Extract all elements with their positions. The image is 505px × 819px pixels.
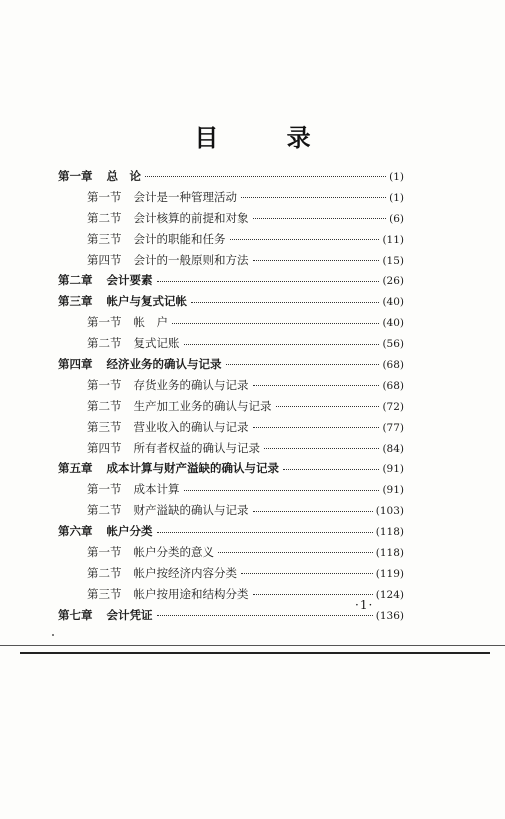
toc-entry-number: 第二节 [87, 398, 122, 413]
toc-chapter-row [58, 166, 404, 187]
toc-entry-page: (26) [382, 275, 404, 288]
toc-entry-title: 会计要素 [106, 273, 153, 288]
toc-entry-page: (1) [389, 171, 404, 183]
toc-dot-leader [276, 406, 380, 407]
toc-entry-title: 帐户按经济内容分类 [133, 565, 237, 580]
toc-section-row [58, 187, 404, 208]
toc-entry-number: 第二节 [87, 565, 122, 580]
toc-dot-leader [157, 281, 380, 282]
toc-entry-page: (15) [382, 254, 404, 267]
toc-section-row [58, 396, 404, 417]
toc-entry-page: (68) [382, 359, 404, 372]
toc-entry-page: (124) [375, 588, 404, 601]
toc-entry-title: 会计是一种管理活动 [133, 189, 237, 204]
toc-entry-page: (91) [382, 463, 404, 476]
toc-dot-leader [283, 469, 379, 470]
toc-entry-number: 第一节 [87, 545, 122, 560]
toc-entry-number: 第三节 [87, 231, 122, 246]
toc-entry-page: (40) [382, 296, 404, 309]
toc-entry-page: (72) [382, 400, 404, 413]
toc-dot-leader [172, 323, 379, 324]
toc-entry-page: (91) [382, 484, 404, 497]
toc-dot-leader [157, 532, 373, 533]
toc-entry-title: 帐户分类的意义 [133, 545, 214, 560]
toc-entry-page: (118) [375, 547, 404, 560]
toc-entry-title: 会计的职能和任务 [133, 231, 226, 246]
toc-dot-leader [241, 573, 373, 574]
toc-dot-leader [241, 197, 386, 198]
toc-dot-leader [145, 176, 386, 177]
toc-entry-number: 第四节 [87, 252, 122, 267]
toc-entry-number: 第二节 [87, 210, 122, 225]
toc-dot-leader [253, 427, 380, 428]
toc-entry-number: 第六章 [58, 524, 93, 539]
toc-section-row [58, 229, 404, 250]
toc-entry-number: 第二节 [87, 336, 122, 351]
toc-section-row [58, 312, 404, 333]
toc-entry-number: 第二章 [58, 273, 93, 288]
page-title: 目 录 [194, 124, 341, 152]
toc-entry-page: (136) [375, 609, 404, 622]
toc-entry-number: 第一节 [87, 482, 122, 497]
toc-dot-leader [253, 511, 373, 512]
toc-entry-page: (119) [375, 567, 404, 580]
toc-dot-leader [230, 239, 380, 240]
toc-chapter-row [58, 458, 404, 479]
toc-entry-number: 第一节 [87, 189, 122, 204]
table-of-contents [58, 166, 404, 626]
toc-entry-page: (103) [375, 505, 404, 518]
toc-entry-number: 第一章 [58, 169, 93, 183]
toc-section-row [58, 584, 404, 605]
toc-entry-title: 复式记账 [133, 336, 180, 351]
toc-section-row [58, 542, 404, 563]
toc-entry-title: 成本计算与财产溢缺的确认与记录 [106, 461, 279, 476]
toc-section-row [58, 375, 404, 396]
page-number: ·1· [355, 598, 374, 612]
toc-chapter-row [58, 291, 404, 312]
toc-section-row [58, 417, 404, 438]
toc-entry-number: 第二节 [87, 503, 122, 518]
toc-entry-title: 存货业务的确认与记录 [133, 377, 249, 392]
toc-chapter-row [58, 354, 404, 375]
toc-entry-title: 帐户按用途和结构分类 [133, 586, 249, 601]
toc-entry-page: (6) [389, 212, 404, 225]
toc-entry-title: 成本计算 [133, 482, 180, 497]
toc-dot-leader [253, 260, 380, 261]
toc-entry-title: 生产加工业务的确认与记录 [133, 398, 272, 413]
toc-section-row [58, 563, 404, 584]
toc-entry-title: 总 论 [106, 169, 141, 183]
toc-section-row [58, 500, 404, 521]
toc-section-row [58, 333, 404, 354]
toc-chapter-row [58, 605, 404, 626]
toc-entry-title: 帐户与复式记帐 [106, 294, 187, 309]
toc-entry-title: 会计的一般原则和方法 [133, 252, 249, 267]
toc-entry-page: (77) [382, 421, 404, 434]
toc-dot-leader [184, 344, 380, 345]
toc-entry-page: (40) [382, 317, 404, 330]
toc-section-row [58, 438, 404, 459]
toc-chapter-row [58, 270, 404, 291]
toc-entry-number: 第三章 [58, 294, 93, 309]
bottom-divider-line [0, 645, 505, 646]
toc-entry-number: 第四章 [58, 357, 93, 372]
toc-entry-number: 第四节 [87, 440, 122, 455]
toc-entry-title: 经济业务的确认与记录 [106, 357, 222, 372]
toc-entry-number: 第三节 [87, 586, 122, 601]
toc-dot-leader [191, 302, 379, 303]
toc-entry-page: (1) [389, 191, 404, 204]
toc-dot-leader [226, 364, 380, 365]
toc-entry-number: 第五章 [58, 461, 93, 476]
toc-entry-page: (84) [382, 442, 404, 455]
scan-speck [52, 634, 54, 636]
toc-dot-leader [157, 615, 373, 616]
toc-entry-title: 所有者权益的确认与记录 [133, 440, 260, 455]
toc-entry-page: (68) [382, 379, 404, 392]
toc-section-row [58, 479, 404, 500]
toc-entry-page: (11) [382, 233, 404, 246]
toc-dot-leader [253, 385, 380, 386]
toc-entry-title: 帐户分类 [106, 524, 153, 539]
toc-entry-number: 第七章 [58, 607, 93, 622]
toc-dot-leader [253, 594, 373, 595]
bottom-divider-line-heavy [20, 652, 490, 654]
toc-entry-number: 第三节 [87, 419, 122, 434]
toc-entry-title: 财产溢缺的确认与记录 [133, 503, 249, 518]
toc-chapter-row [58, 521, 404, 542]
toc-entry-title: 帐 户 [133, 315, 168, 330]
toc-dot-leader [264, 448, 379, 449]
toc-dot-leader [184, 490, 380, 491]
toc-section-row [58, 208, 404, 229]
toc-dot-leader [253, 218, 387, 219]
toc-dot-leader [218, 552, 373, 553]
toc-entry-title: 营业收入的确认与记录 [133, 419, 249, 434]
toc-entry-number: 第一节 [87, 377, 122, 392]
toc-entry-title: 会计核算的前提和对象 [133, 210, 249, 225]
toc-section-row [58, 250, 404, 271]
toc-entry-title: 会计凭证 [106, 607, 153, 622]
toc-entry-page: (118) [375, 526, 404, 539]
toc-entry-number: 第一节 [87, 315, 122, 330]
toc-entry-page: (56) [382, 338, 404, 351]
